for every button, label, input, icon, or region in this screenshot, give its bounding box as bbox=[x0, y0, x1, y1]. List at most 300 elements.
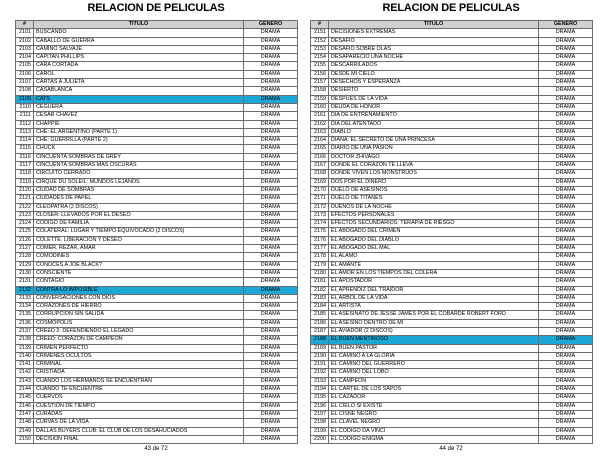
cell-number: 2145 bbox=[16, 394, 34, 402]
cell-number: 2136 bbox=[16, 319, 34, 327]
movie-table bbox=[310, 20, 593, 444]
cell-number: 2163 bbox=[311, 128, 329, 136]
cell-title: CINCUENTA SOMBRAS MAS OSCURAS bbox=[34, 162, 244, 170]
cell-number: 2164 bbox=[311, 137, 329, 145]
table-row bbox=[16, 402, 298, 410]
cell-genre: DRAMA bbox=[244, 162, 298, 170]
cell-title: DONDE VIVEN LOS MONSTRUOS bbox=[329, 170, 539, 178]
cell-genre: DRAMA bbox=[244, 45, 298, 53]
cell-genre: DRAMA bbox=[539, 245, 593, 253]
cell-title: DONDE EL CORAZON TE LLEVA bbox=[329, 162, 539, 170]
cell-genre: DRAMA bbox=[539, 311, 593, 319]
cell-genre: DRAMA bbox=[539, 228, 593, 236]
cell-number: 2146 bbox=[16, 402, 34, 410]
table-row bbox=[16, 394, 298, 402]
cell-genre: DRAMA bbox=[539, 377, 593, 385]
cell-title: CINCUENTA SOMBRAS DE GREY bbox=[34, 153, 244, 161]
cell-title: CUANDO TE ENCUENTRE bbox=[34, 386, 244, 394]
cell-genre: DRAMA bbox=[539, 236, 593, 244]
table-row bbox=[311, 419, 593, 427]
cell-title: CONSCIENTE bbox=[34, 269, 244, 277]
cell-number: 2139 bbox=[16, 344, 34, 352]
cell-title: CAROL bbox=[34, 70, 244, 78]
cell-title: EL CAMINO DEL LOBO bbox=[329, 369, 539, 377]
table-row bbox=[311, 29, 593, 37]
cell-number: 2150 bbox=[16, 435, 34, 443]
cell-genre: DRAMA bbox=[244, 402, 298, 410]
cell-genre: DRAMA bbox=[244, 87, 298, 95]
cell-number: 2179 bbox=[311, 261, 329, 269]
table-row bbox=[16, 153, 298, 161]
cell-genre: DRAMA bbox=[539, 62, 593, 70]
cell-title: EL CARTEL DE LOS SAPOS bbox=[329, 386, 539, 394]
cell-title: CRISTIADA bbox=[34, 369, 244, 377]
table-row bbox=[311, 278, 593, 286]
table-row bbox=[16, 79, 298, 87]
table-row bbox=[311, 410, 593, 418]
cell-genre: DRAMA bbox=[539, 120, 593, 128]
cell-genre: DRAMA bbox=[244, 195, 298, 203]
cell-title: DIANA: EL SECRETO DE UNA PRINCESA bbox=[329, 137, 539, 145]
cell-genre: DRAMA bbox=[539, 253, 593, 261]
table-row bbox=[16, 54, 298, 62]
cell-number: 2182 bbox=[311, 286, 329, 294]
cell-genre: DRAMA bbox=[539, 352, 593, 360]
cell-title: EL ABOGADO DEL DIABLO bbox=[329, 236, 539, 244]
cell-title: CONTRA LO IMPOSIBLE bbox=[34, 286, 244, 294]
cell-genre: DRAMA bbox=[539, 303, 593, 311]
table-row bbox=[16, 162, 298, 170]
cell-genre: DRAMA bbox=[244, 70, 298, 78]
cell-number: 2103 bbox=[16, 45, 34, 53]
table-row bbox=[16, 170, 298, 178]
cell-genre: DRAMA bbox=[244, 336, 298, 344]
cell-number: 2138 bbox=[16, 336, 34, 344]
table-row bbox=[311, 79, 593, 87]
cell-title: BUSCANDO bbox=[34, 29, 244, 37]
cell-number: 2197 bbox=[311, 410, 329, 418]
cell-genre: DRAMA bbox=[244, 278, 298, 286]
cell-title: COSMOPOLIS bbox=[34, 319, 244, 327]
cell-number: 2127 bbox=[16, 245, 34, 253]
cell-number: 2126 bbox=[16, 236, 34, 244]
cell-genre: DRAMA bbox=[244, 54, 298, 62]
cell-title: CESAR CHAVEZ bbox=[34, 112, 244, 120]
cell-genre: DRAMA bbox=[244, 245, 298, 253]
table-row bbox=[311, 236, 593, 244]
cell-number: 2119 bbox=[16, 178, 34, 186]
cell-genre: DRAMA bbox=[539, 195, 593, 203]
table-row bbox=[311, 377, 593, 385]
col-header-genre: GENERO bbox=[244, 21, 298, 29]
cell-title: EL APRENDIZ DEL TRAIDOR bbox=[329, 286, 539, 294]
cell-title: EL BUEN MENTIROSO bbox=[329, 336, 539, 344]
cell-title: CRIMENES OCULTOS bbox=[34, 352, 244, 360]
cell-genre: DRAMA bbox=[244, 29, 298, 37]
cell-number: 2200 bbox=[311, 435, 329, 443]
cell-number: 2137 bbox=[16, 327, 34, 335]
cell-number: 2184 bbox=[311, 303, 329, 311]
cell-number: 2104 bbox=[16, 54, 34, 62]
table-row bbox=[311, 170, 593, 178]
table-row bbox=[311, 37, 593, 45]
cell-number: 2124 bbox=[16, 220, 34, 228]
table-row bbox=[16, 120, 298, 128]
table-row bbox=[16, 62, 298, 70]
cell-title: EL CAMINO DEL GUERRERO bbox=[329, 361, 539, 369]
cell-number: 2199 bbox=[311, 427, 329, 435]
cell-number: 2152 bbox=[311, 37, 329, 45]
cell-title: EL CAMINO A LA GLORIA bbox=[329, 352, 539, 360]
cell-number: 2120 bbox=[16, 186, 34, 194]
cell-number: 2187 bbox=[311, 327, 329, 335]
cell-genre: DRAMA bbox=[539, 29, 593, 37]
cell-number: 2125 bbox=[16, 228, 34, 236]
table-row bbox=[16, 178, 298, 186]
table-row bbox=[311, 45, 593, 53]
cell-genre: DRAMA bbox=[539, 327, 593, 335]
cell-number: 2147 bbox=[16, 410, 34, 418]
table-row bbox=[16, 228, 298, 236]
cell-title: COLATERAL: LUGAR Y TIEMPO EQUIVOCADO (2 DISCOS) bbox=[34, 228, 244, 236]
cell-number: 2114 bbox=[16, 137, 34, 145]
table-row bbox=[16, 336, 298, 344]
cell-title: CHUCK bbox=[34, 145, 244, 153]
table-row bbox=[311, 220, 593, 228]
cell-title: CAMINO SALVAJE bbox=[34, 45, 244, 53]
cell-number: 2171 bbox=[311, 195, 329, 203]
cell-title: EL ALAMO bbox=[329, 253, 539, 261]
cell-genre: DRAMA bbox=[244, 253, 298, 261]
table-row bbox=[16, 294, 298, 302]
cell-title: EL CAMPEON bbox=[329, 377, 539, 385]
table-body bbox=[311, 29, 593, 444]
cell-title: EL CISNE NEGRO bbox=[329, 410, 539, 418]
cell-genre: DRAMA bbox=[244, 303, 298, 311]
cell-number: 2148 bbox=[16, 419, 34, 427]
table-row bbox=[311, 211, 593, 219]
cell-genre: DRAMA bbox=[539, 103, 593, 111]
table-row bbox=[16, 103, 298, 111]
cell-number: 2175 bbox=[311, 228, 329, 236]
table-row bbox=[311, 137, 593, 145]
cell-number: 2180 bbox=[311, 269, 329, 277]
table-row bbox=[16, 410, 298, 418]
cell-title: CONTAGIO bbox=[34, 278, 244, 286]
right-page bbox=[310, 0, 592, 463]
cell-title: DUEÑOS DE LA NOCHE bbox=[329, 203, 539, 211]
cell-title: CHAPPIE bbox=[34, 120, 244, 128]
cell-genre: DRAMA bbox=[539, 220, 593, 228]
cell-genre: DRAMA bbox=[244, 352, 298, 360]
cell-number: 2190 bbox=[311, 352, 329, 360]
cell-title: COMER, REZAR, AMAR bbox=[34, 245, 244, 253]
cell-genre: DRAMA bbox=[244, 319, 298, 327]
cell-title: DESIERTO bbox=[329, 87, 539, 95]
cell-genre: DRAMA bbox=[539, 294, 593, 302]
cell-number: 2169 bbox=[311, 178, 329, 186]
cell-title: EL AMOR EN LOS TIEMPOS DEL COLERA bbox=[329, 269, 539, 277]
cell-genre: DRAMA bbox=[539, 37, 593, 45]
cell-number: 2191 bbox=[311, 361, 329, 369]
cell-genre: DRAMA bbox=[539, 386, 593, 394]
cell-title: EL CODIGO ENIGMA bbox=[329, 435, 539, 443]
cell-title: CRIMEN PERFECTO bbox=[34, 344, 244, 352]
page-title: RELACION DE PELICULAS bbox=[382, 2, 520, 14]
cell-number: 2189 bbox=[311, 344, 329, 352]
cell-title: CEGUERA bbox=[34, 103, 244, 111]
cell-number: 2165 bbox=[311, 145, 329, 153]
table-row bbox=[311, 402, 593, 410]
cell-number: 2185 bbox=[311, 311, 329, 319]
cell-number: 2170 bbox=[311, 186, 329, 194]
table-row bbox=[311, 327, 593, 335]
cell-title: EL CAZADOR bbox=[329, 394, 539, 402]
cell-title: CODIGO DE FAMILIA bbox=[34, 220, 244, 228]
table-row bbox=[311, 245, 593, 253]
cell-number: 2167 bbox=[311, 162, 329, 170]
cell-title: EL ASESINO DENTRO DE MI bbox=[329, 319, 539, 327]
cell-number: 2172 bbox=[311, 203, 329, 211]
cell-genre: DRAMA bbox=[539, 394, 593, 402]
cell-genre: DRAMA bbox=[539, 336, 593, 344]
cell-genre: DRAMA bbox=[539, 211, 593, 219]
cell-number: 2134 bbox=[16, 303, 34, 311]
cell-title: EL BUEN PASTOR bbox=[329, 344, 539, 352]
cell-number: 2131 bbox=[16, 278, 34, 286]
table-row bbox=[16, 352, 298, 360]
cell-genre: DRAMA bbox=[244, 170, 298, 178]
cell-number: 2176 bbox=[311, 236, 329, 244]
cell-genre: DRAMA bbox=[244, 311, 298, 319]
cell-number: 2196 bbox=[311, 402, 329, 410]
cell-genre: DRAMA bbox=[539, 137, 593, 145]
cell-title: EL ABOGADO DEL MAL bbox=[329, 245, 539, 253]
table-row bbox=[16, 419, 298, 427]
cell-number: 2181 bbox=[311, 278, 329, 286]
cell-title: DESECHOS Y ESPERANZA bbox=[329, 79, 539, 87]
cell-genre: DRAMA bbox=[244, 186, 298, 194]
cell-title: EL ARBOL DE LA VIDA bbox=[329, 294, 539, 302]
movie-table bbox=[15, 20, 298, 444]
cell-genre: DRAMA bbox=[244, 153, 298, 161]
cell-title: CORRUPCION SIN SALIDA bbox=[34, 311, 244, 319]
table-row bbox=[16, 37, 298, 45]
cell-genre: DRAMA bbox=[539, 278, 593, 286]
cell-title: CURADAS bbox=[34, 410, 244, 418]
cell-number: 2141 bbox=[16, 361, 34, 369]
cell-title: CORAZONES DE HIERRO bbox=[34, 303, 244, 311]
table-header-row bbox=[311, 21, 593, 29]
cell-genre: DRAMA bbox=[244, 410, 298, 418]
cell-number: 2142 bbox=[16, 369, 34, 377]
cell-number: 2121 bbox=[16, 195, 34, 203]
cell-title: CUANDO LOS HERMANOS SE ENCUENTRAN bbox=[34, 377, 244, 385]
cell-number: 2110 bbox=[16, 103, 34, 111]
table-row bbox=[311, 352, 593, 360]
table-row bbox=[311, 311, 593, 319]
table-row bbox=[311, 344, 593, 352]
col-header-title: TITULO bbox=[34, 21, 244, 29]
cell-number: 2144 bbox=[16, 386, 34, 394]
cell-genre: DRAMA bbox=[244, 228, 298, 236]
cell-number: 2111 bbox=[16, 112, 34, 120]
cell-number: 2166 bbox=[311, 153, 329, 161]
cell-genre: DRAMA bbox=[539, 128, 593, 136]
table-body bbox=[16, 29, 298, 444]
cell-number: 2186 bbox=[311, 319, 329, 327]
cell-number: 2115 bbox=[16, 145, 34, 153]
cell-genre: DRAMA bbox=[539, 95, 593, 103]
cell-number: 2173 bbox=[311, 211, 329, 219]
cell-number: 2194 bbox=[311, 386, 329, 394]
cell-number: 2105 bbox=[16, 62, 34, 70]
cell-number: 2113 bbox=[16, 128, 34, 136]
table-row bbox=[311, 70, 593, 78]
table-row bbox=[16, 427, 298, 435]
table-row bbox=[16, 203, 298, 211]
cell-number: 2159 bbox=[311, 95, 329, 103]
cell-title: DUELO DE ASESINOS bbox=[329, 186, 539, 194]
cell-title: EL CLAVEL NEGRO bbox=[329, 419, 539, 427]
cell-title: DECISIONES EXTREMAS bbox=[329, 29, 539, 37]
cell-number: 2118 bbox=[16, 170, 34, 178]
cell-title: EFECTOS SECUNDARIOS: TERAPIA DE RIESGO bbox=[329, 220, 539, 228]
table-row bbox=[311, 303, 593, 311]
cell-number: 2101 bbox=[16, 29, 34, 37]
table-row bbox=[16, 253, 298, 261]
cell-title: COMODINES bbox=[34, 253, 244, 261]
cell-genre: DRAMA bbox=[244, 95, 298, 103]
cell-title: CATS bbox=[34, 95, 244, 103]
cell-title: CAPITAN PHILLIPS bbox=[34, 54, 244, 62]
cell-title: EL APOSTADOR bbox=[329, 278, 539, 286]
cell-genre: DRAMA bbox=[539, 419, 593, 427]
table-row bbox=[16, 236, 298, 244]
table-row bbox=[311, 294, 593, 302]
cell-title: CLOSER: LLEVADOS POR EL DESEO bbox=[34, 211, 244, 219]
table-row bbox=[16, 286, 298, 294]
cell-genre: DRAMA bbox=[539, 286, 593, 294]
cell-title: CONVERSACIONES CON DIOS bbox=[34, 294, 244, 302]
cell-number: 2168 bbox=[311, 170, 329, 178]
table-row bbox=[16, 319, 298, 327]
cell-genre: DRAMA bbox=[539, 319, 593, 327]
cell-number: 2102 bbox=[16, 37, 34, 45]
cell-genre: DRAMA bbox=[539, 162, 593, 170]
cell-title: CUERVOS bbox=[34, 394, 244, 402]
cell-number: 2195 bbox=[311, 394, 329, 402]
table-row bbox=[311, 153, 593, 161]
cell-title: CHE: EL ARGENTINO (PARTE 1) bbox=[34, 128, 244, 136]
cell-title: DIARIO DE UNA PASION bbox=[329, 145, 539, 153]
cell-number: 2156 bbox=[311, 70, 329, 78]
cell-genre: DRAMA bbox=[539, 344, 593, 352]
cell-genre: DRAMA bbox=[244, 62, 298, 70]
table-row bbox=[16, 311, 298, 319]
cell-title: CREED 2: DEFENDIENDO EL LEGADO bbox=[34, 327, 244, 335]
cell-genre: DRAMA bbox=[244, 435, 298, 443]
cell-number: 2135 bbox=[16, 311, 34, 319]
left-page bbox=[15, 0, 297, 463]
cell-title: EL AMANTE bbox=[329, 261, 539, 269]
table-row bbox=[16, 137, 298, 145]
table-row bbox=[311, 195, 593, 203]
cell-genre: DRAMA bbox=[539, 170, 593, 178]
cell-number: 2174 bbox=[311, 220, 329, 228]
table-row bbox=[311, 203, 593, 211]
cell-number: 2112 bbox=[16, 120, 34, 128]
page-title: RELACION DE PELICULAS bbox=[87, 2, 225, 14]
cell-title: DESAPARECIO UNA NOCHE bbox=[329, 54, 539, 62]
table-row bbox=[311, 120, 593, 128]
cell-number: 2161 bbox=[311, 112, 329, 120]
cell-title: CLEOPATRA (2 DISCOS) bbox=[34, 203, 244, 211]
cell-genre: DRAMA bbox=[244, 369, 298, 377]
cell-title: EFECTOS PERSONALES bbox=[329, 211, 539, 219]
cell-genre: DRAMA bbox=[539, 186, 593, 194]
cell-title: EL CODIGO DA VINCI bbox=[329, 427, 539, 435]
table-row bbox=[311, 228, 593, 236]
cell-title: CASABLANCA bbox=[34, 87, 244, 95]
table-row bbox=[311, 269, 593, 277]
cell-genre: DRAMA bbox=[539, 79, 593, 87]
cell-genre: DRAMA bbox=[244, 137, 298, 145]
table-row bbox=[16, 327, 298, 335]
table-row bbox=[311, 95, 593, 103]
cell-title: CARTAS A JULIETA bbox=[34, 79, 244, 87]
cell-genre: DRAMA bbox=[244, 220, 298, 228]
cell-number: 2133 bbox=[16, 294, 34, 302]
cell-genre: DRAMA bbox=[244, 128, 298, 136]
cell-title: COLETTE: LIBERACION Y DESEO bbox=[34, 236, 244, 244]
cell-number: 2158 bbox=[311, 87, 329, 95]
table-row bbox=[311, 62, 593, 70]
cell-title: CARA CORTADA bbox=[34, 62, 244, 70]
table-row bbox=[16, 303, 298, 311]
cell-number: 2107 bbox=[16, 79, 34, 87]
cell-genre: DRAMA bbox=[539, 70, 593, 78]
table-row bbox=[16, 145, 298, 153]
table-row bbox=[311, 386, 593, 394]
cell-genre: DRAMA bbox=[539, 153, 593, 161]
cell-number: 2192 bbox=[311, 369, 329, 377]
table-row bbox=[311, 103, 593, 111]
cell-number: 2155 bbox=[311, 62, 329, 70]
table-row bbox=[311, 178, 593, 186]
cell-genre: DRAMA bbox=[244, 120, 298, 128]
cell-number: 2140 bbox=[16, 352, 34, 360]
page-number: 43 de 72 bbox=[144, 446, 168, 452]
cell-number: 2198 bbox=[311, 419, 329, 427]
cell-number: 2129 bbox=[16, 261, 34, 269]
cell-number: 2177 bbox=[311, 245, 329, 253]
cell-genre: DRAMA bbox=[244, 344, 298, 352]
table-row bbox=[311, 87, 593, 95]
cell-genre: DRAMA bbox=[244, 178, 298, 186]
table-row bbox=[311, 427, 593, 435]
cell-genre: DRAMA bbox=[244, 37, 298, 45]
cell-title: EL AVIADOR (2 DISCOS) bbox=[329, 327, 539, 335]
table-row bbox=[311, 162, 593, 170]
cell-title: EL ABOGADO DEL CRIMEN bbox=[329, 228, 539, 236]
cell-genre: DRAMA bbox=[539, 410, 593, 418]
cell-genre: DRAMA bbox=[244, 377, 298, 385]
col-header-title: TITULO bbox=[329, 21, 539, 29]
cell-title: DOS POR EL DINERO bbox=[329, 178, 539, 186]
cell-genre: DRAMA bbox=[539, 261, 593, 269]
cell-title: EL CIELO SI EXISTE bbox=[329, 402, 539, 410]
